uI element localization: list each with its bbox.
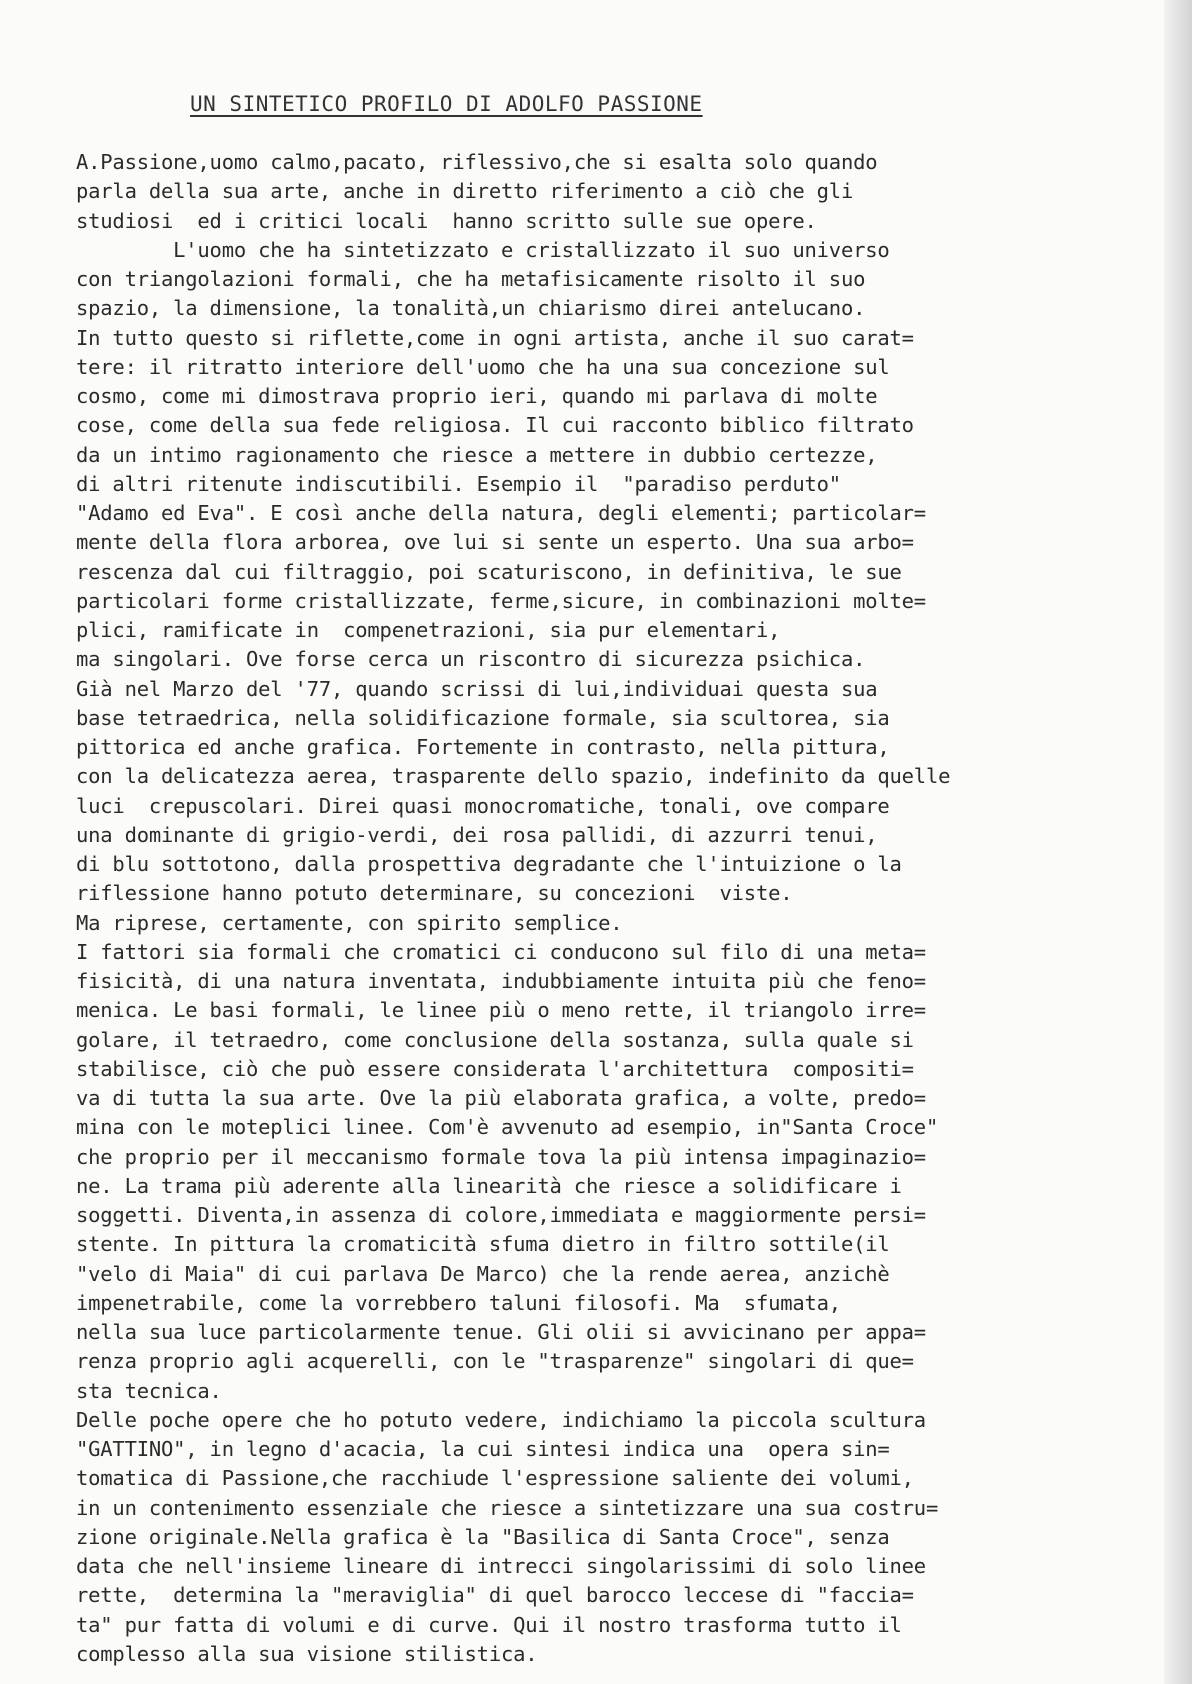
text-line: che proprio per il meccanismo formale tova la più intensa impaginazio= xyxy=(76,1144,926,1169)
text-line: ne. La trama più aderente alla linearità che riesce a solidificare i xyxy=(76,1173,902,1198)
text-line: di altri ritenute indiscutibili. Esempio il "paradiso perduto" xyxy=(76,471,841,496)
text-line: rette, determina la "meraviglia" di quel barocco leccese di "faccia= xyxy=(76,1583,914,1608)
text-line: I fattori sia formali che cromatici ci conducono sul filo di una meta= xyxy=(76,939,926,964)
text-line: impenetrabile, come la vorrebbero taluni filosofi. Ma sfumata, xyxy=(76,1290,841,1315)
text-line: rescenza dal cui filtraggio, poi scaturiscono, in definitiva, le sue xyxy=(76,559,902,584)
text-line: tomatica di Passione,che racchiude l'espressione saliente dei volumi, xyxy=(76,1466,914,1491)
text-line: stente. In pittura la cromaticità sfuma dietro in filtro sottile(il xyxy=(76,1232,890,1257)
text-line: tere: il ritratto interiore dell'uomo che ha una sua concezione sul xyxy=(76,354,890,379)
text-line: plici, ramificate in compenetrazioni, sia pur elementari, xyxy=(76,618,781,642)
text-line: complesso alla sua visione stilistica. xyxy=(76,1641,538,1666)
text-line: con la delicatezza aerea, trasparente dello spazio, indefinito da quelle xyxy=(76,764,951,789)
text-line: una dominante di grigio-verdi, dei rosa pallidi, di azzurri tenui, xyxy=(76,822,878,847)
text-line: "Adamo ed Eva". E così anche della natura, degli elementi; particolar= xyxy=(76,501,926,525)
text-line: golare, il tetraedro, come conclusione della sostanza, sulla quale si xyxy=(76,1027,914,1052)
document-title: UN SINTETICO PROFILO DI ADOLFO PASSIONE xyxy=(190,92,703,116)
text-line: A.Passione,uomo calmo,pacato, riflessivo,che si esalta solo quando xyxy=(76,150,878,174)
text-line: Già nel Marzo del '77, quando scrissi di lui,individuai questa sua xyxy=(76,676,878,701)
text-line: cose, come della sua fede religiosa. Il cui racconto biblico filtrato xyxy=(76,413,914,438)
text-line: pittorica ed anche grafica. Fortemente in contrasto, nella pittura, xyxy=(76,735,890,759)
text-line: in un contenimento essenziale che riesce a sintetizzare una sua costru= xyxy=(76,1495,939,1520)
text-line: "GATTINO", in legno d'acacia, la cui sintesi indica una opera sin= xyxy=(76,1437,890,1461)
text-line: menica. Le basi formali, le linee più o meno rette, il triangolo irre= xyxy=(76,998,926,1023)
text-line: va di tutta la sua arte. Ove la più elaborata grafica, a volte, predo= xyxy=(76,1086,926,1110)
text-line: mente della flora arborea, ove lui si sente un esperto. Una sua arbo= xyxy=(76,530,914,555)
document-body xyxy=(76,148,1136,1669)
text-line: ta" pur fatta di volumi e di curve. Qui il nostro trasforma tutto il xyxy=(76,1612,902,1637)
text-line: Delle poche opere che ho potuto vedere, indichiamo la piccola scultura xyxy=(76,1407,926,1432)
text-line: base tetraedrica, nella solidificazione formale, sia scultorea, sia xyxy=(76,705,890,730)
text-line: soggetti. Diventa,in assenza di colore,immediata e maggiormente persi= xyxy=(76,1203,926,1227)
text-line: fisicità, di una natura inventata, indubbiamente intuita più che feno= xyxy=(76,969,926,993)
text-line: stabilisce, ciò che può essere considerata l'architettura compositi= xyxy=(76,1056,914,1081)
text-line: con triangolazioni formali, che ha metafisicamente risolto il suo xyxy=(76,267,866,291)
paper-edge-shadow xyxy=(1164,0,1192,1684)
text-line: di blu sottotono, dalla prospettiva degradante che l'intuizione o la xyxy=(76,852,902,876)
text-line: da un intimo ragionamento che riesce a mettere in dubbio certezze, xyxy=(76,442,878,467)
text-line: "velo di Maia" di cui parlava De Marco) che la rende aerea, anzichè xyxy=(76,1261,890,1286)
text-line: mina con le moteplici linee. Com'è avvenuto ad esempio, in"Santa Croce" xyxy=(76,1115,939,1140)
text-line: riflessione hanno potuto determinare, su concezioni viste. xyxy=(76,881,793,906)
text-line: cosmo, come mi dimostrava proprio ieri, quando mi parlava di molte xyxy=(76,384,878,408)
text-line: data che nell'insieme lineare di intrecci singolarissimi di solo linee xyxy=(76,1554,926,1578)
text-line: zione originale.Nella grafica è la "Basilica di Santa Croce", senza xyxy=(76,1524,890,1549)
text-line: nella sua luce particolarmente tenue. Gli olii si avvicinano per appa= xyxy=(76,1320,926,1344)
text-line: particolari forme cristallizzate, ferme,sicure, in combinazioni molte= xyxy=(76,588,926,613)
text-line: studiosi ed i critici locali hanno scritto sulle sue opere. xyxy=(76,208,817,233)
text-line: L'uomo che ha sintetizzato e cristallizzato il suo universo xyxy=(76,237,890,262)
text-line: ma singolari. Ove forse cerca un riscontro di sicurezza psichica. xyxy=(76,647,866,672)
text-line: Ma riprese, certamente, con spirito semplice. xyxy=(76,910,623,935)
text-line: luci crepuscolari. Direi quasi monocromatiche, tonali, ove compare xyxy=(76,793,890,818)
text-line: parla della sua arte, anche in diretto riferimento a ciò che gli xyxy=(76,179,854,204)
text-line: In tutto questo si riflette,come in ogni artista, anche il suo carat= xyxy=(76,325,914,350)
text-line: spazio, la dimensione, la tonalità,un chiarismo direi antelucano. xyxy=(76,296,866,321)
text-line: sta tecnica. xyxy=(76,1378,222,1403)
text-line: renza proprio agli acquerelli, con le "trasparenze" singolari di que= xyxy=(76,1349,914,1374)
